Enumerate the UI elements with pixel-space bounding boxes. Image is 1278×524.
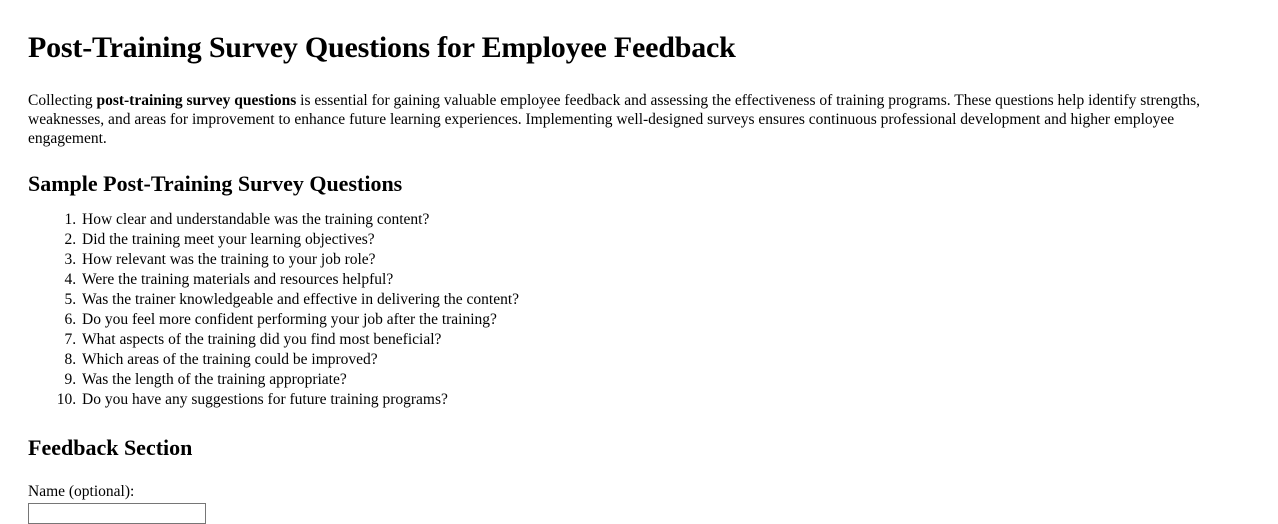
questions-list [28, 211, 1250, 409]
intro-bold-phrase: post-training survey questions [96, 92, 297, 109]
sample-questions-heading: Sample Post-Training Survey Questions [28, 170, 403, 196]
list-item: 7. What aspects of the training did you find most beneficial? [80, 331, 1250, 349]
name-input[interactable] [28, 503, 206, 524]
intro-paragraph [28, 92, 1243, 149]
list-item: 6. Do you feel more confident performing your job after the training? [80, 311, 1250, 329]
list-item: 2. Did the training meet your learning objectives? [80, 231, 1250, 249]
page-title: Post-Training Survey Questions for Employee Feedback [28, 31, 736, 64]
feedback-section-heading: Feedback Section [28, 434, 193, 460]
list-item: 10. Do you have any suggestions for future training programs? [80, 391, 1250, 409]
intro-text-after: is essential for gaining valuable employee feedback and assessing the effectiveness of training programs. These questions help identify strengths, weaknesses, and areas for improvement to enhance future learning experiences. Implementing well-designed surveys ensures continuous professional development and higher employee engagement. [28, 92, 1201, 147]
intro-text-before: Collecting [28, 92, 97, 109]
list-item: 4. Were the training materials and resources helpful? [80, 271, 1250, 289]
list-item: 9. Was the length of the training appropriate? [80, 371, 1250, 389]
list-item: 8. Which areas of the training could be improved? [80, 351, 1250, 369]
list-item: 5. Was the trainer knowledgeable and effective in delivering the content? [80, 291, 1250, 309]
list-item: 1. How clear and understandable was the training content? [80, 211, 1250, 229]
list-item: 3. How relevant was the training to your job role? [80, 251, 1250, 269]
name-field-label: Name (optional): [28, 483, 135, 501]
